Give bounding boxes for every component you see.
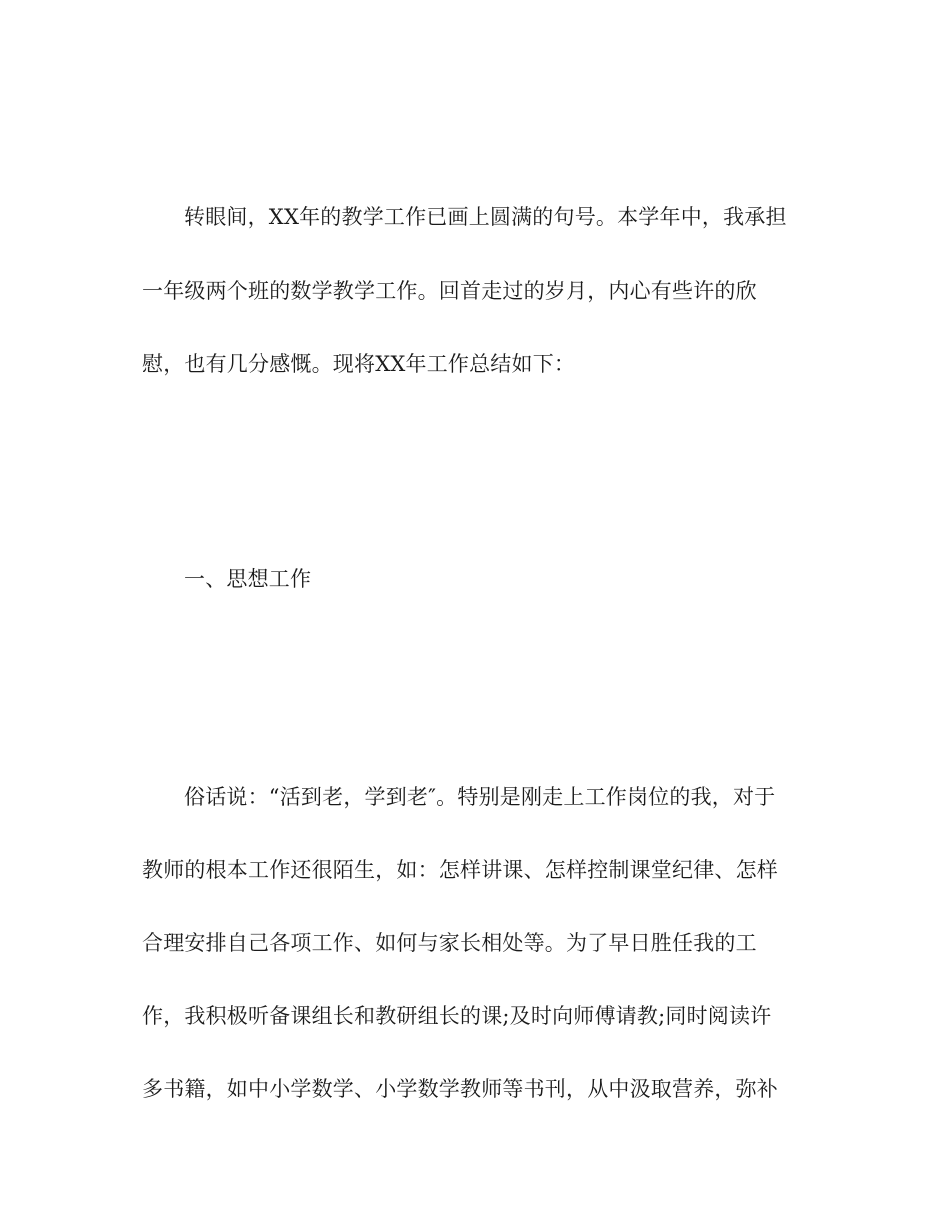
- paragraph-line: 多书籍，如中小学数学、小学数学教师等书刊，从中汲取营养，弥补: [142, 1077, 778, 1101]
- paragraph-line: 转眼间，XX年的教学工作已画上圆满的句号。本学年中，我承担: [184, 205, 787, 229]
- paragraph-line: 教师的根本工作还很陌生，如：怎样讲课、怎样控制课堂纪律、怎样: [142, 858, 778, 882]
- paragraph-line: 合理安排自己各项工作、如何与家长相处等。为了早日胜任我的工: [142, 931, 757, 955]
- paragraph-line: 慰，也有几分感慨。现将XX年工作总结如下：: [142, 352, 576, 376]
- paragraph-line: 一年级两个班的数学教学工作。回首走过的岁月，内心有些许的欣: [142, 279, 757, 303]
- paragraph-line: 作，我积极听备课组长和教研组长的课;及时向师傅请教;同时阅读许: [142, 1004, 772, 1028]
- section-heading: 一、思想工作: [184, 567, 312, 591]
- paragraph-line: 俗话说：“活到老，学到老″。特别是刚走上工作岗位的我，对于: [184, 785, 776, 809]
